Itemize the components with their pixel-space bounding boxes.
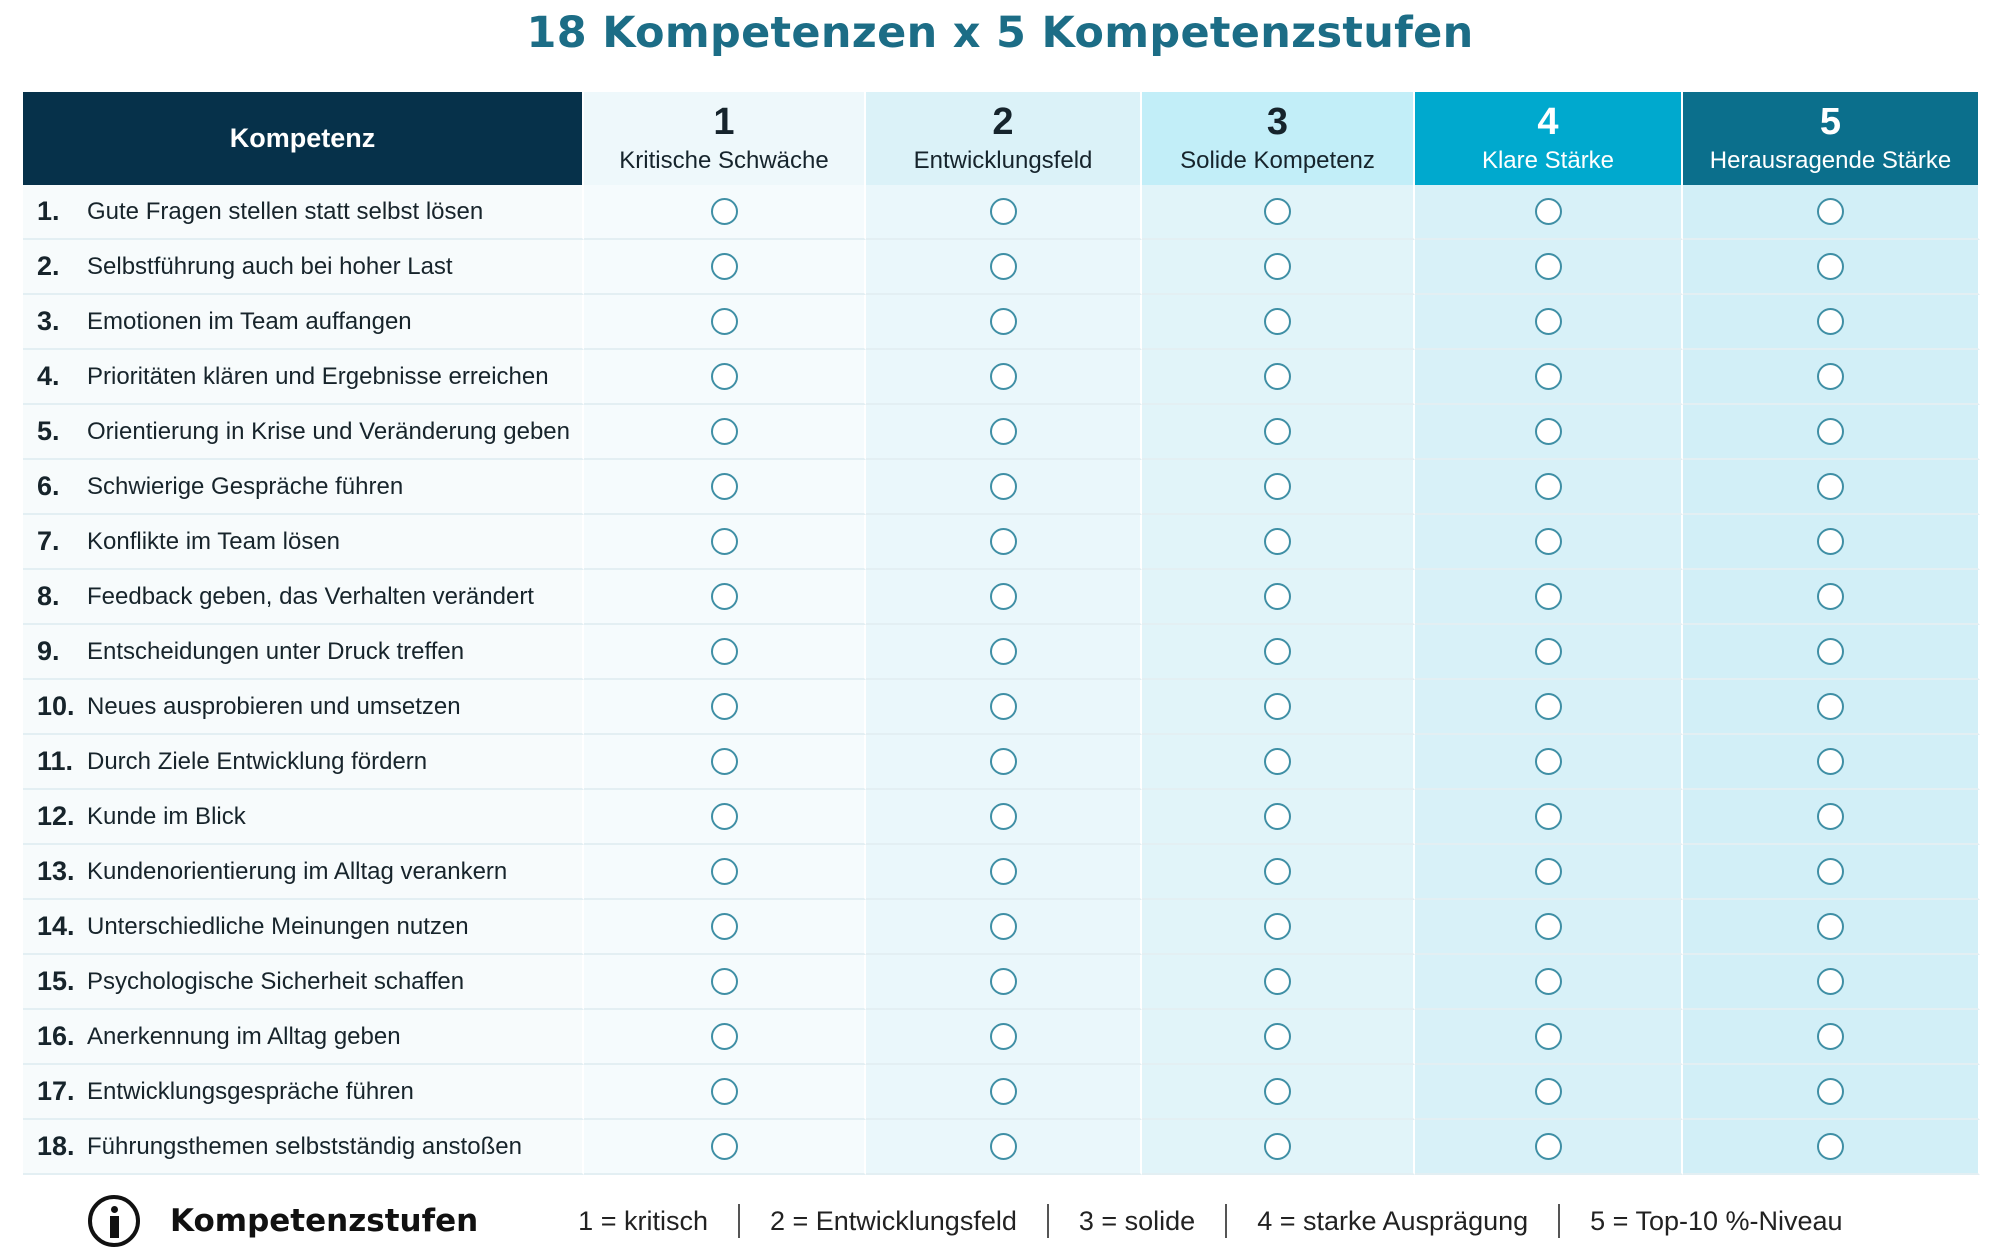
rating-cell-level-3: [1142, 570, 1415, 625]
row-number: 4.: [37, 361, 60, 391]
header-level-label: Entwicklungsfeld: [913, 146, 1093, 174]
rating-radio-row-17-level-1[interactable]: [711, 1078, 738, 1105]
rating-cell-level-3: [1142, 515, 1415, 570]
rating-radio-row-6-level-2[interactable]: [990, 473, 1017, 500]
rating-radio-row-11-level-4[interactable]: [1535, 748, 1562, 775]
row-number: 10.: [37, 691, 75, 721]
rating-cell-level-4: [1415, 680, 1683, 735]
rating-radio-row-2-level-5[interactable]: [1817, 253, 1844, 280]
rating-radio-row-5-level-1[interactable]: [711, 418, 738, 445]
rating-radio-row-11-level-2[interactable]: [990, 748, 1017, 775]
rating-cell-level-3: [1142, 900, 1415, 955]
rating-cell-level-3: [1142, 1120, 1415, 1175]
rating-cell-level-4: [1415, 350, 1683, 405]
header-level-label: Solide Kompetenz: [1180, 146, 1375, 174]
rating-cell-level-1: [584, 350, 866, 405]
rating-cell-level-3: [1142, 955, 1415, 1010]
rating-cell-level-2: [866, 295, 1142, 350]
rating-cell-level-4: [1415, 900, 1683, 955]
table-row-1: [23, 185, 584, 240]
row-number: 13.: [37, 856, 75, 886]
header-level-number: 4: [1537, 100, 1559, 143]
rating-cell-level-2: [866, 680, 1142, 735]
rating-radio-row-7-level-5[interactable]: [1817, 528, 1844, 555]
rating-cell-level-1: [584, 680, 866, 735]
rating-radio-row-6-level-5[interactable]: [1817, 473, 1844, 500]
row-number: 16.: [37, 1021, 75, 1051]
rating-radio-row-15-level-3[interactable]: [1264, 968, 1291, 995]
rating-cell-level-4: [1415, 790, 1683, 845]
table-row-14: [23, 900, 584, 955]
rating-cell-level-4: [1415, 240, 1683, 295]
row-number: 17.: [37, 1076, 75, 1106]
rating-radio-row-13-level-1[interactable]: [711, 858, 738, 885]
rating-radio-row-8-level-1[interactable]: [711, 583, 738, 610]
table-row-18: [23, 1120, 584, 1175]
rating-radio-row-1-level-3[interactable]: [1264, 198, 1291, 225]
rating-radio-row-4-level-5[interactable]: [1817, 363, 1844, 390]
legend-item-2: 2 = Entwicklungsfeld: [769, 1205, 1017, 1236]
rating-cell-level-2: [866, 1010, 1142, 1065]
rating-radio-row-7-level-4[interactable]: [1535, 528, 1562, 555]
row-competency-name: Gute Fragen stellen statt selbst lösen: [87, 197, 484, 225]
rating-radio-row-4-level-4[interactable]: [1535, 363, 1562, 390]
rating-radio-row-13-level-4[interactable]: [1535, 858, 1562, 885]
rating-radio-row-7-level-3[interactable]: [1264, 528, 1291, 555]
row-competency-name: Konflikte im Team lösen: [87, 527, 341, 555]
rating-cell-level-4: [1415, 845, 1683, 900]
rating-radio-row-4-level-2[interactable]: [990, 363, 1017, 390]
header-level-number: 5: [1819, 100, 1842, 143]
rating-radio-row-3-level-2[interactable]: [990, 308, 1017, 335]
row-competency-name: Schwierige Gespräche führen: [87, 472, 404, 500]
rating-cell-level-1: [584, 735, 866, 790]
rating-radio-row-10-level-2[interactable]: [990, 693, 1017, 720]
rating-cell-level-5: [1683, 735, 1980, 790]
rating-cell-level-1: [584, 1120, 866, 1175]
rating-radio-row-14-level-5[interactable]: [1817, 913, 1844, 940]
rating-radio-row-13-level-5[interactable]: [1817, 858, 1844, 885]
rating-cell-level-2: [866, 350, 1142, 405]
rating-cell-level-5: [1683, 460, 1980, 515]
table-row-2: [23, 240, 584, 295]
rating-cell-level-3: [1142, 625, 1415, 680]
info-icon: [88, 1195, 140, 1247]
rating-cell-level-4: [1415, 405, 1683, 460]
rating-radio-row-3-level-1[interactable]: [711, 308, 738, 335]
table-row-12: [23, 790, 584, 845]
legend-item-5: 5 = Top-10 %-Niveau: [1590, 1205, 1843, 1236]
rating-radio-row-10-level-3[interactable]: [1264, 693, 1291, 720]
rating-radio-row-8-level-4[interactable]: [1535, 583, 1562, 610]
rating-cell-level-1: [584, 955, 866, 1010]
rating-cell-level-1: [584, 240, 866, 295]
rating-radio-row-17-level-3[interactable]: [1264, 1078, 1291, 1105]
row-number: 3.: [37, 306, 60, 336]
rating-cell-level-5: [1683, 570, 1980, 625]
rating-radio-row-9-level-3[interactable]: [1264, 638, 1291, 665]
rating-radio-row-9-level-1[interactable]: [711, 638, 738, 665]
rating-radio-row-9-level-2[interactable]: [990, 638, 1017, 665]
rating-radio-row-15-level-2[interactable]: [990, 968, 1017, 995]
rating-cell-level-4: [1415, 625, 1683, 680]
rating-cell-level-5: [1683, 295, 1980, 350]
rating-radio-row-2-level-2[interactable]: [990, 253, 1017, 280]
rating-cell-level-1: [584, 790, 866, 845]
row-number: 7.: [37, 526, 60, 556]
rating-cell-level-2: [866, 460, 1142, 515]
rating-cell-level-2: [866, 405, 1142, 460]
rating-cell-level-1: [584, 185, 866, 240]
legend: [88, 1190, 1988, 1252]
row-number: 18.: [37, 1131, 75, 1161]
table-row-8: [23, 570, 584, 625]
rating-cell-level-2: [866, 900, 1142, 955]
rating-radio-row-17-level-4[interactable]: [1535, 1078, 1562, 1105]
rating-radio-row-15-level-4[interactable]: [1535, 968, 1562, 995]
rating-cell-level-2: [866, 955, 1142, 1010]
row-competency-name: Neues ausprobieren und umsetzen: [87, 692, 461, 720]
table-row-4: [23, 350, 584, 405]
table-row-17: [23, 1065, 584, 1120]
table-row-16: [23, 1010, 584, 1065]
row-competency-name: Führungsthemen selbstständig anstoßen: [87, 1132, 522, 1160]
rating-cell-level-2: [866, 185, 1142, 240]
rating-cell-level-5: [1683, 1065, 1980, 1120]
rating-cell-level-2: [866, 845, 1142, 900]
row-competency-name: Durch Ziele Entwicklung fördern: [87, 747, 428, 775]
rating-cell-level-1: [584, 1065, 866, 1120]
rating-radio-row-17-level-2[interactable]: [990, 1078, 1017, 1105]
row-competency-name: Anerkennung im Alltag geben: [87, 1022, 401, 1050]
header-kompetenz: Kompetenz: [23, 92, 584, 185]
row-number: 5.: [37, 416, 60, 446]
rating-radio-row-14-level-3[interactable]: [1264, 913, 1291, 940]
rating-cell-level-3: [1142, 350, 1415, 405]
rating-radio-row-14-level-2[interactable]: [990, 913, 1017, 940]
rating-cell-level-4: [1415, 460, 1683, 515]
rating-radio-row-4-level-3[interactable]: [1264, 363, 1291, 390]
row-number: 12.: [37, 801, 75, 831]
row-competency-name: Entscheidungen unter Druck treffen: [87, 637, 465, 665]
rating-radio-row-13-level-2[interactable]: [990, 858, 1017, 885]
rating-radio-row-3-level-5[interactable]: [1817, 308, 1844, 335]
rating-cell-level-1: [584, 845, 866, 900]
rating-cell-level-5: [1683, 790, 1980, 845]
rating-radio-row-12-level-5[interactable]: [1817, 803, 1844, 830]
legend-item-4: 4 = starke Ausprägung: [1257, 1205, 1529, 1236]
rating-cell-level-4: [1415, 1065, 1683, 1120]
rating-radio-row-12-level-1[interactable]: [711, 803, 738, 830]
row-competency-name: Kundenorientierung im Alltag verankern: [87, 857, 508, 885]
rating-cell-level-3: [1142, 295, 1415, 350]
row-competency-name: Orientierung in Krise und Veränderung geben: [87, 417, 570, 445]
rating-radio-row-7-level-2[interactable]: [990, 528, 1017, 555]
rating-radio-row-15-level-5[interactable]: [1817, 968, 1844, 995]
rating-radio-row-16-level-1[interactable]: [711, 1023, 738, 1050]
rating-radio-row-12-level-2[interactable]: [990, 803, 1017, 830]
table-row-15: [23, 955, 584, 1010]
rating-radio-row-1-level-5[interactable]: [1817, 198, 1844, 225]
rating-radio-row-14-level-1[interactable]: [711, 913, 738, 940]
rating-cell-level-3: [1142, 735, 1415, 790]
rating-radio-row-11-level-1[interactable]: [711, 748, 738, 775]
row-competency-name: Emotionen im Team auffangen: [87, 307, 412, 335]
rating-cell-level-3: [1142, 790, 1415, 845]
rating-radio-row-8-level-3[interactable]: [1264, 583, 1291, 610]
row-competency-name: Kunde im Blick: [87, 802, 246, 830]
row-competency-name: Selbstführung auch bei hoher Last: [87, 252, 453, 280]
table-row-5: [23, 405, 584, 460]
header-level-3: [1142, 92, 1415, 185]
rating-cell-level-3: [1142, 185, 1415, 240]
rating-radio-row-2-level-4[interactable]: [1535, 253, 1562, 280]
rating-cell-level-1: [584, 405, 866, 460]
rating-cell-level-5: [1683, 185, 1980, 240]
rating-cell-level-4: [1415, 1010, 1683, 1065]
rating-cell-level-2: [866, 735, 1142, 790]
rating-radio-row-8-level-2[interactable]: [990, 583, 1017, 610]
rating-radio-row-7-level-1[interactable]: [711, 528, 738, 555]
rating-radio-row-8-level-5[interactable]: [1817, 583, 1844, 610]
rating-radio-row-5-level-5[interactable]: [1817, 418, 1844, 445]
header-level-4: [1415, 92, 1683, 185]
rating-radio-row-17-level-5[interactable]: [1817, 1078, 1844, 1105]
rating-cell-level-1: [584, 295, 866, 350]
rating-radio-row-6-level-3[interactable]: [1264, 473, 1291, 500]
rating-radio-row-11-level-3[interactable]: [1264, 748, 1291, 775]
row-number: 15.: [37, 966, 75, 996]
row-number: 11.: [37, 746, 74, 776]
legend-title: Kompetenzstufen: [170, 1203, 479, 1239]
rating-radio-row-16-level-2[interactable]: [990, 1023, 1017, 1050]
rating-radio-row-12-level-3[interactable]: [1264, 803, 1291, 830]
header-level-number: 2: [992, 100, 1014, 143]
row-competency-name: Prioritäten klären und Ergebnisse erreichen: [87, 362, 549, 390]
rating-cell-level-4: [1415, 185, 1683, 240]
rating-cell-level-4: [1415, 735, 1683, 790]
rating-cell-level-2: [866, 570, 1142, 625]
rating-cell-level-5: [1683, 625, 1980, 680]
rating-radio-row-5-level-3[interactable]: [1264, 418, 1291, 445]
rating-cell-level-1: [584, 625, 866, 680]
row-competency-name: Entwicklungsgespräche führen: [87, 1077, 414, 1105]
rating-cell-level-1: [584, 515, 866, 570]
rating-radio-row-15-level-1[interactable]: [711, 968, 738, 995]
rating-cell-level-2: [866, 625, 1142, 680]
rating-radio-row-3-level-4[interactable]: [1535, 308, 1562, 335]
rating-radio-row-6-level-4[interactable]: [1535, 473, 1562, 500]
rating-radio-row-18-level-2[interactable]: [990, 1133, 1017, 1160]
rating-cell-level-5: [1683, 515, 1980, 570]
rating-cell-level-3: [1142, 460, 1415, 515]
rating-cell-level-2: [866, 515, 1142, 570]
row-number: 14.: [37, 911, 75, 941]
rating-radio-row-16-level-3[interactable]: [1264, 1023, 1291, 1050]
rating-cell-level-3: [1142, 680, 1415, 735]
header-level-2: [866, 92, 1142, 185]
rating-cell-level-5: [1683, 845, 1980, 900]
row-number: 6.: [37, 471, 60, 501]
rating-cell-level-1: [584, 1010, 866, 1065]
table-row-10: [23, 680, 584, 735]
rating-radio-row-11-level-5[interactable]: [1817, 748, 1844, 775]
rating-radio-row-1-level-4[interactable]: [1535, 198, 1562, 225]
rating-cell-level-3: [1142, 240, 1415, 295]
legend-item-1: 1 = kritisch: [578, 1205, 708, 1236]
rating-radio-row-12-level-4[interactable]: [1535, 803, 1562, 830]
rating-cell-level-5: [1683, 240, 1980, 295]
row-competency-name: Feedback geben, das Verhalten verändert: [87, 582, 534, 610]
rating-radio-row-10-level-5[interactable]: [1817, 693, 1844, 720]
rating-cell-level-4: [1415, 515, 1683, 570]
rating-radio-row-10-level-4[interactable]: [1535, 693, 1562, 720]
rating-cell-level-4: [1415, 570, 1683, 625]
rating-cell-level-3: [1142, 405, 1415, 460]
table-row-7: [23, 515, 584, 570]
rating-radio-row-16-level-5[interactable]: [1817, 1023, 1844, 1050]
row-number: 2.: [37, 251, 60, 281]
rating-radio-row-1-level-2[interactable]: [990, 198, 1017, 225]
header-level-1: [584, 92, 866, 185]
table-row-11: [23, 735, 584, 790]
table-row-9: [23, 625, 584, 680]
rating-cell-level-1: [584, 570, 866, 625]
rating-radio-row-2-level-3[interactable]: [1264, 253, 1291, 280]
rating-cell-level-5: [1683, 350, 1980, 405]
rating-radio-row-18-level-5[interactable]: [1817, 1133, 1844, 1160]
rating-cell-level-4: [1415, 1120, 1683, 1175]
rating-cell-level-3: [1142, 845, 1415, 900]
rating-cell-level-3: [1142, 1065, 1415, 1120]
rating-cell-level-4: [1415, 955, 1683, 1010]
rating-cell-level-5: [1683, 1120, 1980, 1175]
rating-radio-row-14-level-4[interactable]: [1535, 913, 1562, 940]
row-number: 8.: [37, 581, 60, 611]
rating-radio-row-2-level-1[interactable]: [711, 253, 738, 280]
rating-radio-row-16-level-4[interactable]: [1535, 1023, 1562, 1050]
rating-radio-row-4-level-1[interactable]: [711, 363, 738, 390]
rating-cell-level-5: [1683, 405, 1980, 460]
rating-radio-row-10-level-1[interactable]: [711, 693, 738, 720]
header-level-label: Herausragende Stärke: [1709, 146, 1952, 174]
rating-cell-level-2: [866, 790, 1142, 845]
rating-cell-level-5: [1683, 680, 1980, 735]
rating-cell-level-5: [1683, 900, 1980, 955]
rating-radio-row-9-level-5[interactable]: [1817, 638, 1844, 665]
rating-radio-row-18-level-4[interactable]: [1535, 1133, 1562, 1160]
header-level-5: [1683, 92, 1980, 185]
rating-radio-row-3-level-3[interactable]: [1264, 308, 1291, 335]
rating-cell-level-2: [866, 1065, 1142, 1120]
rating-cell-level-2: [866, 1120, 1142, 1175]
rating-radio-row-1-level-1[interactable]: [711, 198, 738, 225]
rating-radio-row-18-level-1[interactable]: [711, 1133, 738, 1160]
rating-radio-row-5-level-2[interactable]: [990, 418, 1017, 445]
row-number: 1.: [37, 196, 60, 226]
rating-cell-level-3: [1142, 1010, 1415, 1065]
rating-radio-row-13-level-3[interactable]: [1264, 858, 1291, 885]
rating-cell-level-2: [866, 240, 1142, 295]
rating-cell-level-1: [584, 900, 866, 955]
rating-cell-level-5: [1683, 1010, 1980, 1065]
rating-cell-level-5: [1683, 955, 1980, 1010]
page-title: 18 Kompetenzen x 5 Kompetenzstufen: [526, 8, 1474, 58]
table-row-6: [23, 460, 584, 515]
table-row-3: [23, 295, 584, 350]
header-level-label: Kritische Schwäche: [619, 146, 829, 174]
rating-radio-row-9-level-4[interactable]: [1535, 638, 1562, 665]
legend-item-3: 3 = solide: [1078, 1205, 1196, 1236]
header-level-number: 3: [1266, 100, 1289, 143]
rating-radio-row-6-level-1[interactable]: [711, 473, 738, 500]
row-competency-name: Psychologische Sicherheit schaffen: [87, 967, 465, 995]
rating-radio-row-5-level-4[interactable]: [1535, 418, 1562, 445]
rating-cell-level-4: [1415, 295, 1683, 350]
row-competency-name: Unterschiedliche Meinungen nutzen: [87, 912, 469, 940]
header-level-label: Klare Stärke: [1481, 146, 1615, 174]
competency-table: [23, 92, 1980, 1175]
rating-cell-level-1: [584, 460, 866, 515]
table-row-13: [23, 845, 584, 900]
row-number: 9.: [37, 636, 60, 666]
header-level-number: 1: [713, 100, 735, 143]
rating-radio-row-18-level-3[interactable]: [1264, 1133, 1291, 1160]
